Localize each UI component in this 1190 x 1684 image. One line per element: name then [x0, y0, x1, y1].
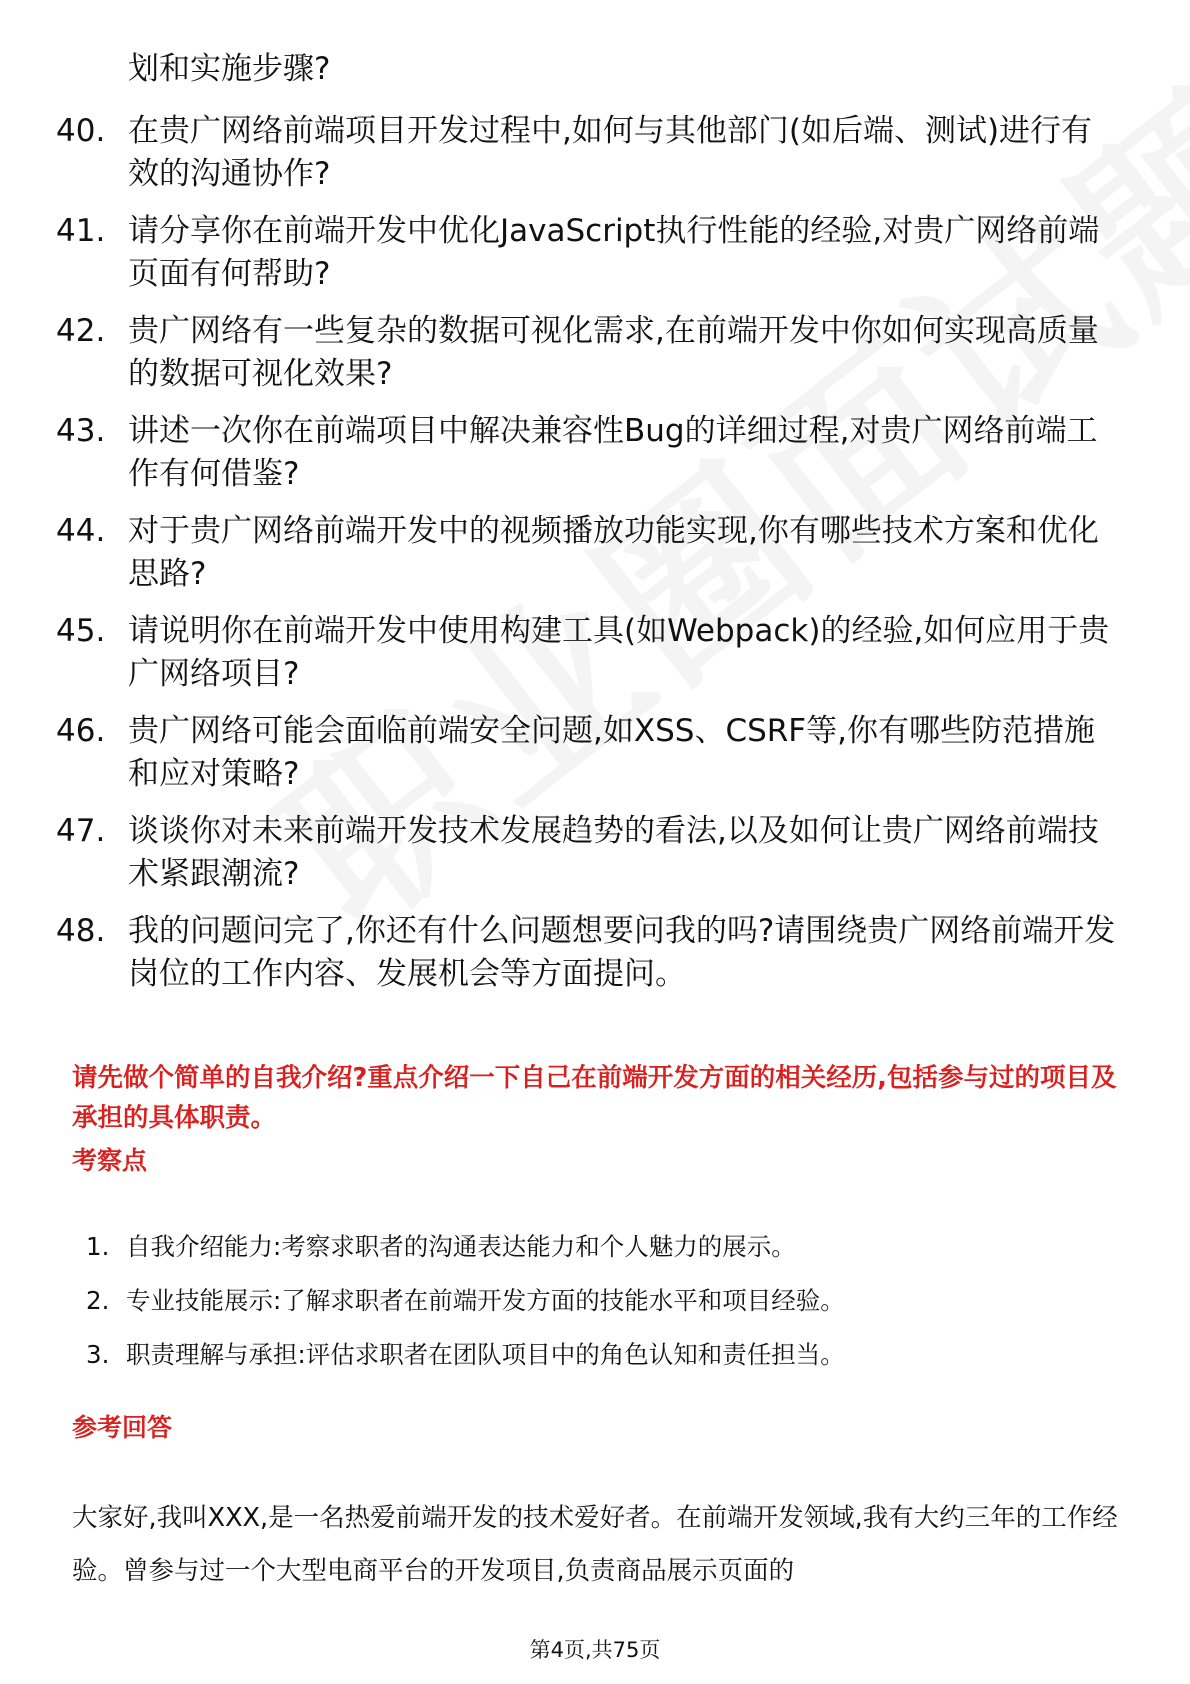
assessment-item [0, 1230, 845, 1264]
assessment-text: 专业技能展示:了解求职者在前端开发方面的技能水平和项目经验。 [126, 1286, 845, 1315]
question-number: 48. [56, 913, 106, 949]
question-item [0, 810, 1118, 896]
question-text: 谈谈你对未来前端开发技术发展趋势的看法,以及如何让贵广网络前端技术紧跟潮流? [128, 813, 1099, 892]
page-footer: 第4页,共75页 [529, 1638, 661, 1662]
question-number: 45. [56, 613, 106, 649]
question-text: 请说明你在前端开发中使用构建工具(如Webpack)的经验,如何应用于贵广网络项目? [128, 613, 1110, 692]
question-text: 讲述一次你在前端项目中解决兼容性Bug的详细过程,对贵广网络前端工作有何借鉴? [128, 413, 1098, 492]
question-item [0, 210, 1118, 296]
question-text: 贵广网络可能会面临前端安全问题,如XSS、CSRF等,你有哪些防范措施和应对策略? [128, 713, 1095, 792]
question-text: 在贵广网络前端项目开发过程中,如何与其他部门(如后端、测试)进行有效的沟通协作? [128, 113, 1093, 192]
question-item [0, 610, 1118, 696]
question-list [0, 110, 1118, 1010]
assessment-list [0, 1230, 845, 1392]
question-number: 40. [56, 113, 106, 149]
reference-answer: 大家好,我叫XXX,是一名热爱前端开发的技术爱好者。在前端开发领域,我有大约三年的工作经验。曾参与过一个大型电商平台的开发项目,负责商品展示页面的 [72, 1503, 1118, 1586]
question-item [0, 410, 1118, 496]
question-continuation: 划和实施步骤? [128, 51, 331, 87]
question-text: 请分享你在前端开发中优化JavaScript执行性能的经验,对贵广网络前端页面有何帮助? [128, 213, 1100, 292]
assessment-item [0, 1338, 845, 1372]
question-number: 47. [56, 813, 106, 849]
question-number: 46. [56, 713, 106, 749]
assessment-title: 考察点 [72, 1146, 148, 1175]
assessment-item [0, 1284, 845, 1318]
assessment-number: 2. [86, 1286, 110, 1315]
assessment-text: 职责理解与承担:评估求职者在团队项目中的角色认知和责任担当。 [126, 1340, 845, 1369]
question-text: 对于贵广网络前端开发中的视频播放功能实现,你有哪些技术方案和优化思路? [128, 513, 1099, 592]
assessment-number: 1. [86, 1232, 110, 1261]
question-number: 42. [56, 313, 106, 349]
question-number: 44. [56, 513, 106, 549]
question-item [0, 110, 1118, 196]
question-item [0, 310, 1118, 396]
question-item [0, 910, 1118, 996]
highlight-question: 请先做个简单的自我介绍?重点介绍一下自己在前端开发方面的相关经历,包括参与过的项目及承担的具体职责。 [72, 1063, 1117, 1133]
question-item [0, 510, 1118, 596]
question-text: 贵广网络有一些复杂的数据可视化需求,在前端开发中你如何实现高质量的数据可视化效果? [128, 313, 1099, 392]
question-number: 43. [56, 413, 106, 449]
question-text: 我的问题问完了,你还有什么问题想要问我的吗?请围绕贵广网络前端开发岗位的工作内容、发展机会等方面提问。 [128, 913, 1116, 992]
reference-title: 参考回答 [72, 1413, 173, 1442]
question-number: 41. [56, 213, 106, 249]
assessment-text: 自我介绍能力:考察求职者的沟通表达能力和个人魅力的展示。 [126, 1232, 796, 1261]
question-item [0, 710, 1118, 796]
assessment-number: 3. [86, 1340, 110, 1369]
